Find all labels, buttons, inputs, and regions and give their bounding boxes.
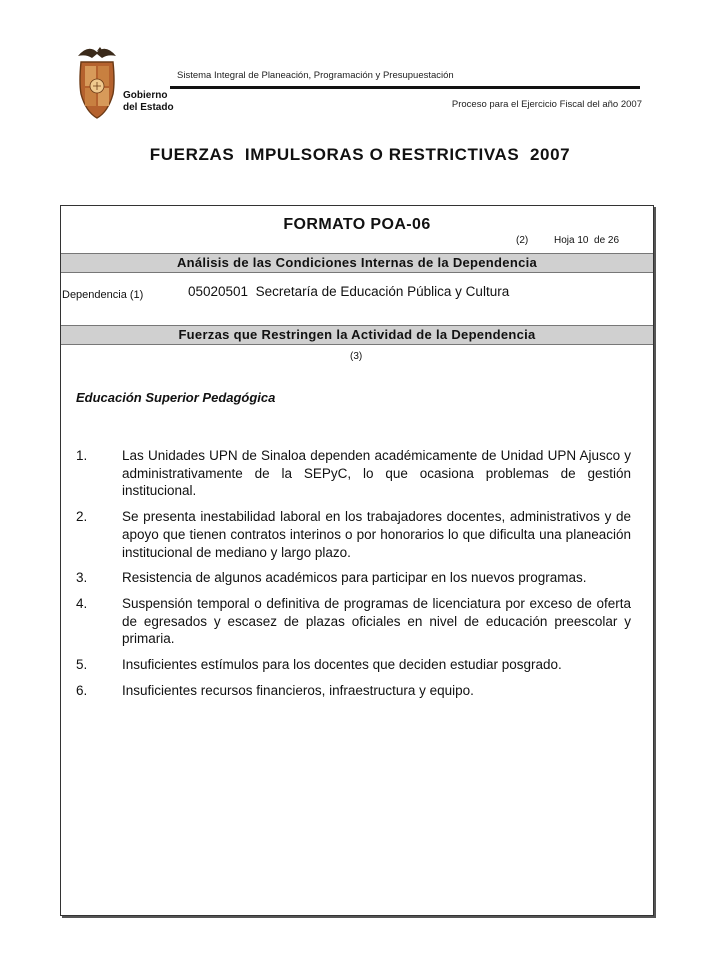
dependency-label: Dependencia (1)	[62, 289, 144, 301]
ref-marker-3: (3)	[350, 351, 363, 362]
list-item	[76, 508, 631, 561]
restricting-forces-list	[76, 447, 631, 707]
form-code: FORMATO POA-06	[283, 216, 431, 233]
list-item	[76, 569, 631, 587]
item-number: 6.	[76, 682, 88, 698]
item-text: Se presenta inestabilidad laboral en los trabajadores docentes, administrativos y de apoyo que tienen contratos interinos o por honorarios lo que dificulta una planeación institucional de mediano y largo plazo.	[122, 509, 631, 560]
dependency-value: 05020501 Secretaría de Educación Pública y Cultura	[188, 284, 510, 299]
item-number: 2.	[76, 509, 88, 525]
header-rule	[170, 86, 640, 89]
list-item	[76, 656, 631, 674]
item-number: 1.	[76, 448, 88, 463]
item-number: 3.	[76, 570, 88, 586]
sheet-counter: Hoja 10 de 26	[554, 235, 620, 246]
government-label-line1: Gobierno	[123, 90, 168, 101]
list-item	[76, 682, 631, 700]
band-internal-analysis: Análisis de las Condiciones Internas de la Dependencia	[61, 253, 653, 273]
list-item	[76, 595, 631, 648]
item-text: Resistencia de algunos académicos para participar en los nuevos programas.	[122, 570, 587, 586]
list-item	[76, 447, 631, 500]
item-text: Insuficientes estímulos para los docentes que deciden estudiar posgrado.	[122, 657, 562, 673]
government-label-line2: del Estado	[123, 102, 174, 113]
document-title: FUERZAS IMPULSORAS O RESTRICTIVAS 2007	[149, 145, 571, 164]
system-name: Sistema Integral de Planeación, Programación y Presupuestación	[177, 70, 454, 81]
item-text: Las Unidades UPN de Sinaloa dependen académicamente de Unidad UPN Ajusco y administrativamente de la SEPyC, lo que ocasiona problemas de gestión institucional.	[122, 448, 631, 499]
item-text: Suspensión temporal o definitiva de programas de licenciatura por exceso de oferta de egresados y escasez de plazas oficiales en nivel de educación preescolar y primaria.	[122, 595, 631, 647]
ref-marker-2: (2)	[516, 235, 529, 246]
item-text: Insuficientes recursos financieros, infraestructura y equipo.	[122, 682, 474, 698]
band-restricting-forces: Fuerzas que Restringen la Actividad de la Dependencia	[61, 325, 653, 345]
process-name: Proceso para el Ejercicio Fiscal del año 2007	[451, 99, 642, 110]
section-heading: Educación Superior Pedagógica	[76, 390, 276, 405]
item-number: 4.	[76, 595, 88, 611]
state-coat-of-arms-logo	[72, 42, 122, 122]
item-number: 5.	[76, 657, 88, 673]
